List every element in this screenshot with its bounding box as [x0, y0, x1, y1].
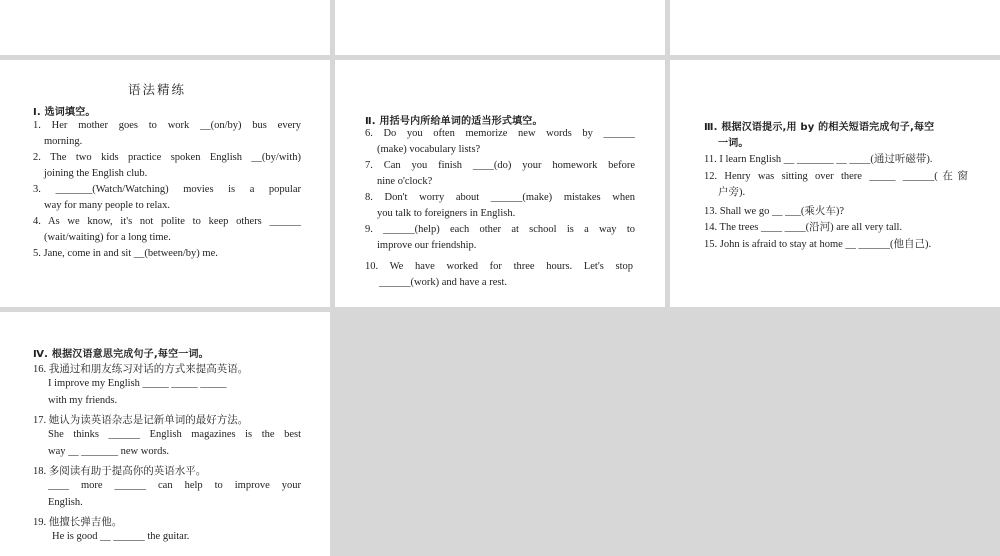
- question-12-line-1: 12. Henry was sitting over there _____ ______(在窗: [704, 171, 968, 182]
- question-17-line-1: She thinks ______ English magazines is the best: [48, 429, 301, 440]
- question-4-line-2: (wait/waiting) for a long time.: [44, 232, 171, 243]
- question-19-line-1: He is good __ ______ the guitar.: [52, 531, 190, 542]
- question-13: 13. Shall we go __ ___(乘火车)?: [704, 206, 844, 217]
- section-heading-1: Ⅰ. 选词填空。: [33, 107, 96, 118]
- question-6-line-2: (make) vocabulary lists?: [377, 144, 481, 155]
- panel-top-middle: [335, 0, 665, 55]
- question-7-line-1: 7. Can you finish ____(do) your homework before: [365, 160, 635, 171]
- question-9-line-1: 9. ______(help) each other at school is a way to: [365, 224, 635, 235]
- section-heading-4: Ⅳ. 根据汉语意思完成句子,每空一词。: [33, 349, 209, 360]
- question-2-line-1: 2. The two kids practice spoken English __(by/with): [33, 152, 301, 163]
- question-9-line-2: improve our friendship.: [377, 240, 477, 251]
- question-3-line-1: 3. _______(Watch/Watching) movies is a popular: [33, 184, 301, 195]
- question-8-line-2: you talk to foreigners in English.: [377, 208, 516, 219]
- section-heading-3-line-2: 一词。: [718, 138, 749, 149]
- question-18-line-2: English.: [48, 497, 83, 508]
- page-title: 语法精练: [128, 82, 187, 97]
- question-12-line-2: 户旁).: [718, 187, 746, 198]
- panel-by-phrases: [670, 60, 1000, 307]
- question-19-prompt: 19. 他擅长弹吉他。: [33, 517, 123, 528]
- question-17-line-2: way __ _______ new words.: [48, 446, 170, 457]
- question-1-line-1: 1. Her mother goes to work __(on/by) bus every: [33, 120, 301, 131]
- question-14: 14. The trees ____ ____(沿河) are all very tall.: [704, 222, 903, 233]
- question-10-line-2: ______(work) and have a rest.: [379, 277, 507, 288]
- question-7-line-2: nine o'clock?: [377, 176, 433, 187]
- panel-translation: [0, 312, 330, 556]
- question-1-line-2: morning.: [44, 136, 83, 147]
- question-6-line-1: 6. Do you often memorize new words by ______: [365, 128, 635, 139]
- question-18-line-1: ____ more ______ can help to improve your: [48, 480, 301, 491]
- section-heading-3-line-1: Ⅲ. 根据汉语提示,用 by 的相关短语完成句子,每空: [704, 122, 935, 133]
- panel-grammar-practice: [0, 60, 330, 307]
- question-15: 15. John is afraid to stay at home __ ______(他自己).: [704, 239, 932, 250]
- question-16-prompt: 16. 我通过和朋友练习对话的方式来提高英语。: [33, 364, 249, 375]
- panel-word-form: [335, 60, 665, 307]
- panel-top-left: [0, 0, 330, 55]
- question-11: 11. I learn English __ _______ __ ____(通过听磁带).: [704, 154, 933, 165]
- question-16-line-1: I improve my English _____ _____ _____: [48, 378, 227, 389]
- question-5: 5. Jane, come in and sit __(between/by) me.: [33, 248, 218, 259]
- question-17-prompt: 17. 她认为读英语杂志是记新单词的最好方法。: [33, 415, 249, 426]
- question-18-prompt: 18. 多阅读有助于提高你的英语水平。: [33, 466, 207, 477]
- question-8-line-1: 8. Don't worry about ______(make) mistakes when: [365, 192, 635, 203]
- question-2-line-2: joining the English club.: [44, 168, 148, 179]
- question-10-line-1: 10. We have worked for three hours. Let's stop: [365, 261, 633, 272]
- section-heading-2: Ⅱ. 用括号内所给单词的适当形式填空。: [365, 116, 543, 127]
- question-4-line-1: 4. As we know, it's not polite to keep others ______: [33, 216, 301, 227]
- question-16-line-2: with my friends.: [48, 395, 118, 406]
- question-3-line-2: way for many people to relax.: [44, 200, 170, 211]
- panel-top-right: [670, 0, 1000, 55]
